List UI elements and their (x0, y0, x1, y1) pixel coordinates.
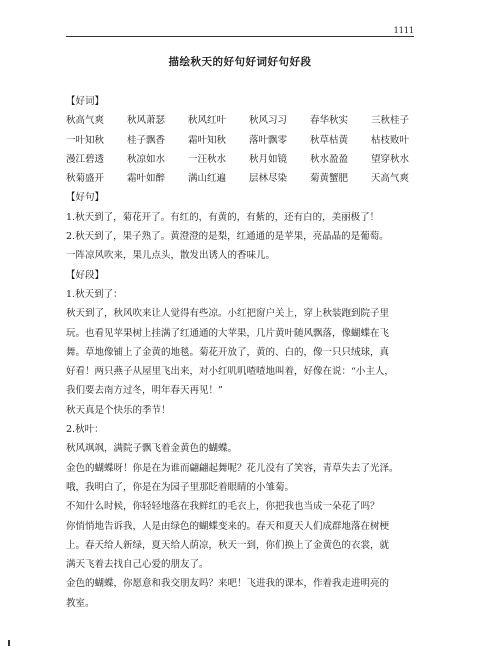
word-cell: 菊黄蟹肥 (310, 173, 349, 185)
paragraphs-section-heading: 【好段】 (66, 269, 105, 281)
word-cell: 春华秋实 (310, 115, 349, 127)
document-body (66, 92, 416, 613)
word-cell: 桂子飘香 (127, 134, 166, 146)
word-cell: 秋月如镜 (249, 153, 288, 165)
word-cell: 一汪秋水 (188, 153, 227, 165)
words-row (66, 131, 416, 150)
paragraph-line: 满天飞着去找自己心爱的朋友了。 (66, 559, 209, 571)
words-row (66, 150, 416, 169)
page-number: 1111 (393, 26, 414, 35)
word-cell: 落叶飘零 (249, 134, 288, 146)
word-cell: 秋风红叶 (188, 115, 227, 127)
document-title: 描绘秋天的好句好词好句好段 (168, 56, 312, 68)
word-cell: 秋草枯黄 (310, 134, 349, 146)
word-cell: 秋风萧瑟 (127, 115, 166, 127)
word-cell: 秋菊盛开 (66, 173, 105, 185)
paragraph-line: 秋风飒飒，满院子飘飞着金黄色的蝴蝶。 (66, 443, 238, 455)
word-cell: 天高气爽 (371, 173, 410, 185)
paragraph-line: 不知什么时候，你轻轻地落在我鲜红的毛衣上，你把我也当成一朵花了吗？ (66, 501, 380, 513)
paragraph-line: 你悄悄地告诉我，人是由绿色的蝴蝶变来的。春天和夏天人们成群地落在树梗 (66, 520, 390, 532)
word-cell: 一叶知秋 (66, 134, 105, 146)
paragraph-line: 上。春天给人新绿，夏天给人荫凉，秋天一到，你们换上了金黄色的衣裳，就 (66, 539, 390, 551)
words-section-heading: 【好词】 (66, 96, 105, 107)
paragraph-line: 舞。草地像铺上了金黄的地毯。菊花开放了，黄的、白的，像一只只绒球，真 (66, 346, 390, 358)
sentences-section-heading: 【好句】 (66, 192, 105, 204)
sentence-line: 2.秋天到了，果子熟了。黄澄澄的是梨，红通通的是苹果，亮晶晶的是葡萄。 (66, 231, 389, 243)
word-cell: 满山红遍 (188, 173, 227, 185)
paragraph-line: 金色的蝴蝶呀！你是在为谁而翩翩起舞呢？花儿没有了笑容，青草失去了光泽。 (66, 462, 399, 474)
header-divider (66, 36, 414, 37)
word-cell: 秋风习习 (249, 115, 288, 127)
word-cell: 霜叶知秋 (188, 134, 227, 146)
word-cell: 秋高气爽 (66, 115, 105, 127)
word-cell: 漫江碧透 (66, 153, 105, 165)
paragraph-line: 玩。也看见苹果树上挂满了红通通的大苹果，几片黄叶随风飘落，像蝴蝶在飞 (66, 327, 390, 339)
word-cell: 三秋桂子 (371, 115, 410, 127)
paragraph-line: 金色的蝴蝶，你愿意和我交朋友吗？来吧！飞进我的课本，作着我走进明亮的 (66, 578, 390, 590)
paragraph-line: 我们要去南方过冬，明年春天再见！” (66, 385, 223, 397)
paragraph-line: 好看！两只燕子从屋里飞出来，对小红叽叽喳喳地叫着，好像在说：“小主人， (66, 366, 394, 378)
word-cell: 层林尽染 (249, 173, 288, 185)
paragraph-line: 2.秋叶： (66, 424, 104, 436)
word-cell: 秋凉如水 (127, 153, 166, 165)
paragraph-line: 秋天真是个快乐的季节！ (66, 404, 171, 416)
word-cell: 霜叶如醉 (127, 173, 166, 185)
sentence-line: 1.秋天到了，菊花开了。有红的，有黄的，有紫的，还有白的，美丽极了！ (66, 211, 380, 223)
margin-mark (8, 640, 10, 646)
paragraph-line: 秋天到了，秋风吹来让人觉得有些凉。小红把窗户关上，穿上秋装跑到院子里 (66, 308, 390, 320)
paragraph-line: 教室。 (66, 597, 95, 609)
paragraph-line: 1.秋天到了： (66, 288, 123, 300)
words-row (66, 169, 416, 188)
word-cell: 望穿秋水 (371, 153, 410, 165)
paragraph-line: 哦，我明白了，你是在为园子里那眨着眼睛的小雏菊。 (66, 481, 295, 493)
word-cell: 秋水盈盈 (310, 153, 349, 165)
sentence-line: 一阵凉风吹来，果儿点头，散发出诱人的香味儿。 (66, 250, 276, 262)
word-cell: 枯枝败叶 (371, 134, 410, 146)
words-row (66, 111, 416, 130)
